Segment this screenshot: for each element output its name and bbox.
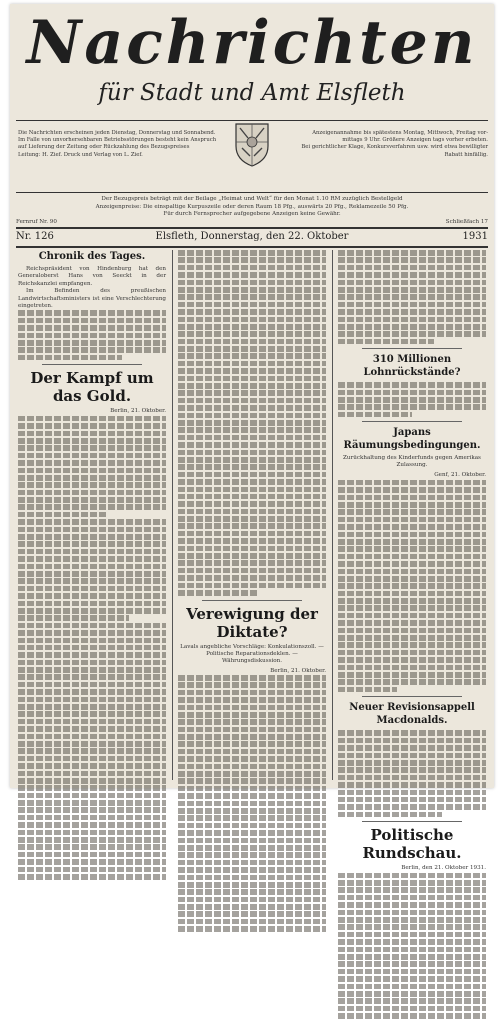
phone-number: Fernruf Nr. 90	[16, 219, 57, 225]
advertising-info-line: mittags 9 Uhr. Größere Anzeigen tags vorher erbeten.	[342, 137, 488, 144]
article-text: Im Befinden des preußischen Landwirtschaftsministers ist eine Verschlechterung eingetreten.	[18, 288, 166, 310]
advertising-info-line: Bei gerichtlicher Klage, Konkursverfahren usw. wird etwa bewilligter	[301, 144, 488, 151]
article-subheading: Lavals angebliche Vorschläge: Konkulationszoll. — Politische Reparationsdeklen. — Währungsdiskussion.	[180, 643, 324, 664]
reference-line	[16, 218, 488, 226]
article-heading: Der Kampf um das Gold.	[30, 369, 154, 406]
coat-of-arms-icon	[234, 122, 270, 168]
dateline	[16, 228, 488, 246]
column-rule	[332, 250, 333, 780]
article-separator	[362, 821, 462, 822]
article-dateline: Berlin, den 21. Oktober 1931.	[401, 865, 486, 872]
article-heading: Verewigung der Diktate?	[186, 604, 318, 641]
article-heading: Japans Räumungsbedingungen.	[343, 427, 481, 452]
notice-line: Für durch Fernsprecher aufgegebene Anzeigen keine Gewähr.	[163, 211, 341, 218]
advertising-info-line: Rabatt hinfällig.	[444, 151, 488, 158]
article-text: Reichspräsident von Hindenburg hat den Generaloberst Hans von Seeckt in der Reichskanzlei empfangen.	[18, 266, 166, 287]
publishing-info-line: Die Nachrichten erscheinen jeden Dienstag, Donnerstag und Sonnabend.	[18, 130, 216, 136]
article-separator	[362, 696, 462, 697]
newspaper-page	[10, 4, 494, 872]
publishing-info-line: Leitung: H. Zief. Druck und Verlag von L. Zief.	[18, 151, 143, 158]
publishing-info-line: Im Falle von unvorhersehbaren Betriebsstörungen besteht kein Anspruch	[18, 137, 217, 144]
column-1	[18, 250, 166, 784]
article-separator	[362, 421, 462, 422]
article-subheading: Zurückhaltung des Kinderfunds gegen Amerikas Zulassung.	[343, 455, 481, 469]
column-rule	[172, 250, 173, 780]
newspaper-title: Nachrichten	[26, 8, 478, 78]
masthead-rule	[16, 120, 488, 121]
publishing-info-line: auf Lieferung der Zeitung oder Rückzahlung des Bezugspreises	[18, 144, 190, 151]
issue-date: Elsfleth, Donnerstag, den 22. Oktober	[155, 231, 349, 242]
po-box: Schließfach 17	[445, 219, 488, 225]
article-heading: Neuer Revisionsappell Macdonalds.	[349, 702, 475, 727]
article-separator	[362, 348, 462, 349]
issue-year: 1931	[462, 231, 488, 242]
article-heading: Politische Rundschau.	[362, 826, 462, 863]
dateline-rule-bottom	[16, 246, 488, 248]
article-heading: Chronik des Tages.	[38, 251, 146, 262]
article-dateline: Berlin, 21. Oktober.	[110, 408, 166, 415]
article-dateline: Genf, 21. Oktober.	[434, 472, 486, 479]
article-separator	[202, 600, 302, 601]
masthead	[10, 4, 494, 124]
column-3	[338, 250, 486, 872]
article-heading: 310 Millionen Lohnrückstände?	[363, 354, 461, 379]
notice-line: Anzeigenpreise: Die einspaltige Kurpuszeile oder deren Raum 18 Pfg., auswärts 20 Pfg., Reklamezeile 50 Pfg.	[95, 203, 409, 210]
article-dateline: Berlin, 21. Oktober.	[270, 667, 326, 674]
subscription-notice	[22, 196, 482, 219]
newspaper-subtitle: für Stadt und Amt Elsfleth	[98, 80, 406, 106]
issue-number: Nr. 126	[16, 231, 54, 242]
article-separator	[42, 364, 142, 365]
advertising-info	[280, 130, 488, 159]
advertising-info-line: Anzeigenannahme bis spätestens Montag, Mittwoch, Freitag vor-	[312, 130, 488, 136]
info-rule	[16, 192, 488, 193]
column-2	[178, 250, 326, 784]
notice-line: Der Bezugspreis beträgt mit der Beilage „Heimat und Welt“ für den Monat 1.10 RM zuzüglich Bestellgeld	[101, 196, 403, 202]
publishing-info	[18, 130, 224, 159]
